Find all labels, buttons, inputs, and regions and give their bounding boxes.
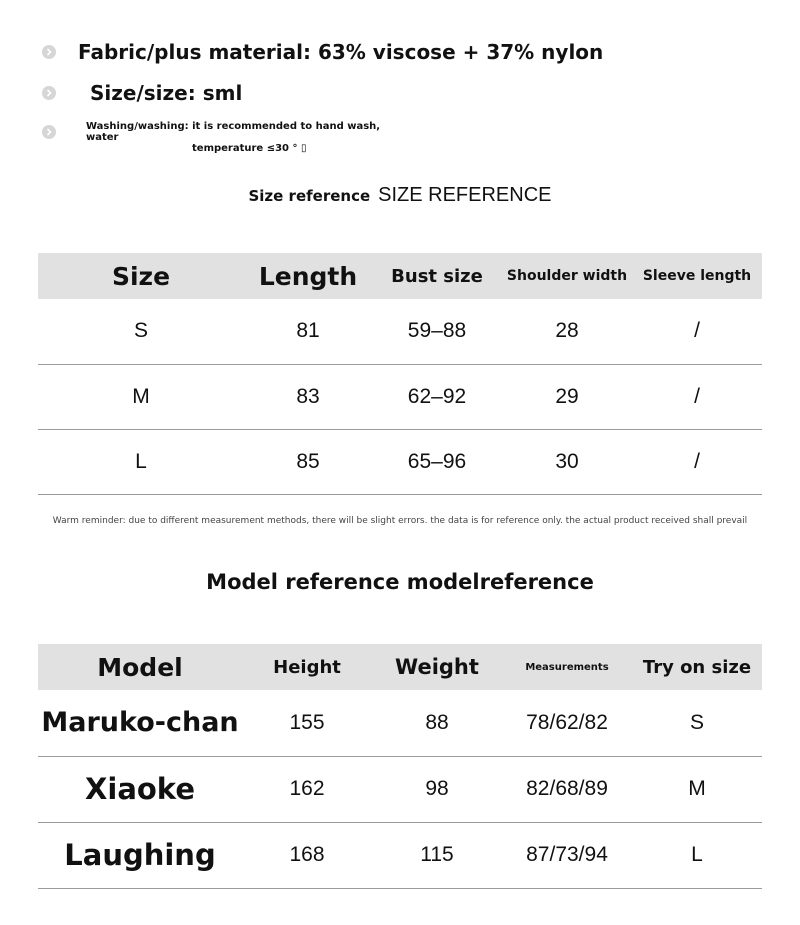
column-header-bust-size: Bust size — [372, 253, 502, 299]
table-cell: 115 — [372, 822, 502, 888]
column-header-sleeve-length: Sleeve length — [632, 253, 762, 299]
chevron-right-icon — [42, 45, 56, 59]
table-row — [38, 822, 762, 888]
size-reference-heading-primary: Size reference — [248, 187, 371, 205]
spec-size-text: Size/size: sml — [90, 81, 243, 105]
table-row — [38, 429, 762, 494]
spec-washing-line2: temperature ≤30 ° ▯ — [192, 143, 307, 154]
table-cell: 83 — [244, 364, 372, 429]
table-cell: M — [632, 756, 762, 822]
table-header-row — [38, 253, 762, 299]
table-row — [38, 364, 762, 429]
table-cell: 28 — [502, 299, 632, 364]
model-name: Maruko-chan — [38, 690, 242, 756]
model-reference-table — [38, 644, 762, 889]
column-header-shoulder-width: Shoulder width — [502, 253, 632, 299]
table-row — [38, 756, 762, 822]
column-header-measurements: Measurements — [502, 644, 632, 690]
table-header-row — [38, 644, 762, 690]
table-cell: / — [632, 429, 762, 494]
spec-item-size — [42, 81, 242, 105]
column-header-try-on-size: Try on size — [632, 644, 762, 690]
table-cell: 62–92 — [372, 364, 502, 429]
measurement-reminder: Warm reminder: due to different measurement methods, there will be slight errors. the data is for reference only. the actual product received shall prevail — [52, 516, 748, 526]
table-row — [38, 299, 762, 364]
table-cell: L — [632, 822, 762, 888]
table-cell: / — [632, 299, 762, 364]
table-cell: 81 — [244, 299, 372, 364]
chevron-right-icon — [42, 86, 56, 100]
spec-washing-line1: Washing/washing: it is recommended to hand wash, water — [86, 121, 381, 143]
table-cell: S — [632, 690, 762, 756]
column-header-size: Size — [38, 253, 244, 299]
table-cell: 87/73/94 — [502, 822, 632, 888]
table-cell: 88 — [372, 690, 502, 756]
spec-washing-text — [86, 121, 416, 154]
table-cell: 29 — [502, 364, 632, 429]
column-header-length: Length — [244, 253, 372, 299]
spec-item-washing — [42, 121, 416, 154]
table-row — [38, 690, 762, 756]
table-cell: 98 — [372, 756, 502, 822]
column-header-weight: Weight — [372, 644, 502, 690]
column-header-model: Model — [38, 644, 242, 690]
table-cell: L — [38, 429, 244, 494]
table-cell: 155 — [242, 690, 372, 756]
model-name: Laughing — [38, 822, 242, 888]
model-name: Xiaoke — [38, 756, 242, 822]
table-cell: 82/68/89 — [502, 756, 632, 822]
table-cell: 30 — [502, 429, 632, 494]
table-cell: S — [38, 299, 244, 364]
table-cell: 168 — [242, 822, 372, 888]
table-cell: / — [632, 364, 762, 429]
table-cell: 65–96 — [372, 429, 502, 494]
table-cell: 85 — [244, 429, 372, 494]
size-reference-heading — [0, 184, 800, 207]
table-cell: 162 — [242, 756, 372, 822]
table-cell: 59–88 — [372, 299, 502, 364]
spec-fabric-text: Fabric/plus material: 63% viscose + 37% nylon — [78, 40, 604, 64]
column-header-height: Height — [242, 644, 372, 690]
chevron-right-icon — [42, 125, 56, 139]
table-cell: 78/62/82 — [502, 690, 632, 756]
table-cell: M — [38, 364, 244, 429]
size-reference-heading-secondary: SIZE REFERENCE — [378, 184, 552, 206]
model-reference-heading: Model reference modelreference — [206, 570, 594, 594]
spec-item-fabric — [42, 40, 603, 64]
size-reference-table — [38, 253, 762, 495]
